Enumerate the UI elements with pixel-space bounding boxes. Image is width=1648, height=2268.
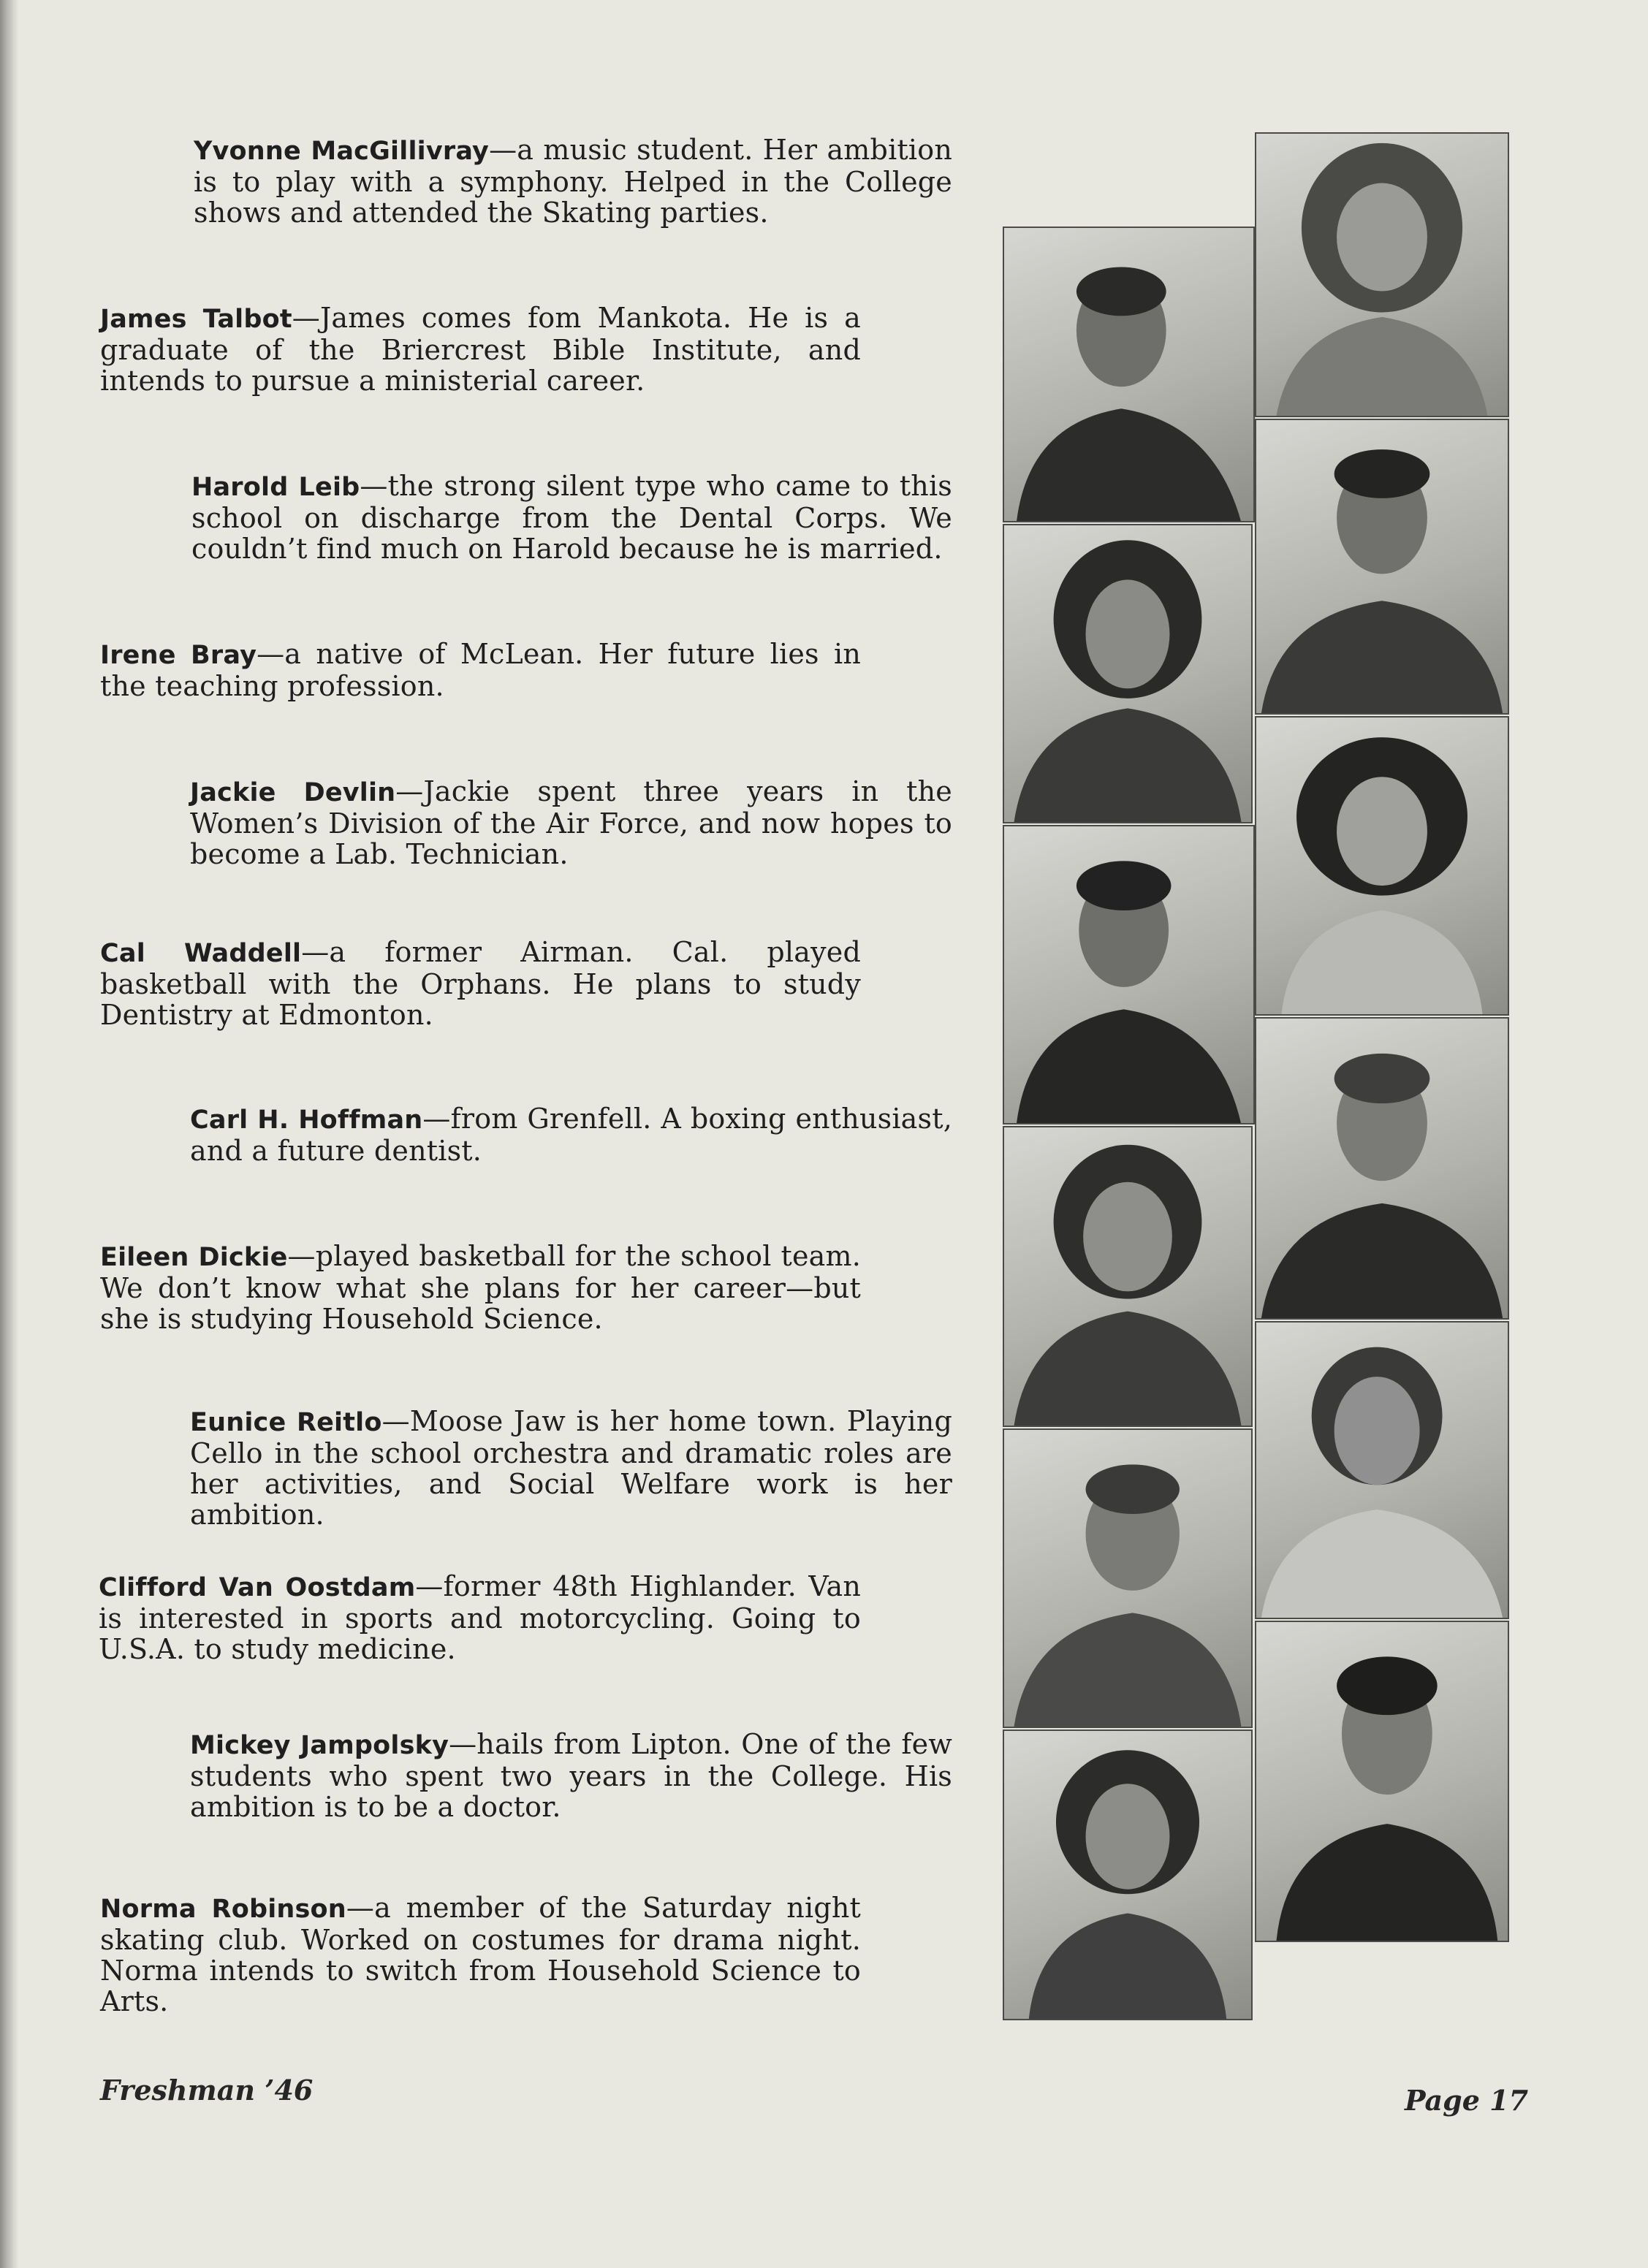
portrait-silhouette bbox=[1004, 1127, 1251, 1426]
portrait-photo bbox=[1255, 419, 1509, 715]
entry-text: —from Grenfell. A boxing enthusiast, and a future dentist. bbox=[190, 1103, 952, 1167]
entry-text: —hails from Lipton. One of the few students who spent two years in the College. His ambition is to be a doctor. bbox=[190, 1728, 952, 1823]
entry-text: —the strong silent type who came to this school on discharge from the Dental Corps. We couldn’t find much on Harold because he is married. bbox=[191, 470, 952, 565]
entry-norma-robinson bbox=[100, 1892, 861, 2017]
entry-text: —played basketball for the school team. We don’t know what she plans for her career—but she is studying Household Science. bbox=[100, 1240, 861, 1335]
portrait-silhouette bbox=[1256, 134, 1508, 416]
entry-name: Clifford Van Oostdam bbox=[99, 1573, 416, 1602]
entry-name: James Talbot bbox=[100, 305, 292, 334]
entry-text: —a former Airman. Cal. played basketball with the Orphans. He plans to study Dentistry at Edmonton. bbox=[100, 936, 861, 1031]
portrait-photo bbox=[1255, 1017, 1509, 1320]
entry-name: Harold Leib bbox=[191, 473, 360, 502]
portrait-silhouette bbox=[1256, 1622, 1508, 1941]
page-binding-shadow bbox=[0, 0, 19, 2268]
entry-james-talbot bbox=[100, 302, 861, 396]
entry-text: —a member of the Saturday night skating club. Worked on costumes for drama night. Norma intends to switch from Household Science to Arts. bbox=[100, 1892, 862, 2017]
entry-name: Eunice Reitlo bbox=[190, 1408, 382, 1437]
entry-name: Yvonne MacGillivray bbox=[194, 137, 490, 166]
portrait-silhouette bbox=[1004, 525, 1251, 822]
portrait-silhouette bbox=[1256, 1323, 1508, 1618]
entry-eunice-reitlo bbox=[190, 1406, 952, 1530]
entry-carl-h-hoffman bbox=[190, 1103, 952, 1166]
portrait-photo bbox=[1003, 1126, 1253, 1427]
portrait-photo bbox=[1003, 1428, 1253, 1728]
entry-yvonne-macgillivray bbox=[194, 134, 952, 228]
entry-text: —Moose Jaw is her home town. Playing Cello in the school orchestra and dramatic roles are her activities, and Social Welfare work is her ambition. bbox=[190, 1405, 952, 1531]
entry-name: Norma Robinson bbox=[100, 1895, 346, 1924]
entry-name: Mickey Jampolsky bbox=[190, 1731, 449, 1760]
footer-publication: Freshman ’46 bbox=[100, 2074, 314, 2107]
entry-text: —James comes fom Mankota. He is a graduate of the Briercrest Bible Institute, and intends to pursue a ministerial career. bbox=[100, 302, 862, 397]
entry-harold-leib bbox=[191, 471, 952, 564]
portrait-silhouette bbox=[1256, 1019, 1508, 1318]
entry-cal-waddell bbox=[100, 937, 861, 1030]
entry-name: Irene Bray bbox=[100, 641, 257, 670]
footer-page-number: Page 17 bbox=[1405, 2084, 1529, 2117]
portrait-photo bbox=[1003, 1729, 1253, 2020]
entry-jackie-devlin bbox=[190, 776, 952, 869]
portrait-silhouette bbox=[1004, 228, 1253, 521]
entry-clifford-van-oostdam bbox=[99, 1571, 861, 1664]
portrait-photo bbox=[1255, 1321, 1509, 1619]
portrait-photo bbox=[1003, 227, 1255, 522]
entry-eileen-dickie bbox=[100, 1241, 861, 1334]
portrait-silhouette bbox=[1256, 420, 1508, 713]
entry-text: —a music student. Her ambition is to play with a symphony. Helped in the College shows and attended the Skating parties. bbox=[194, 134, 952, 229]
entry-mickey-jampolsky bbox=[190, 1729, 952, 1822]
portrait-photo bbox=[1003, 524, 1253, 823]
entry-irene-bray bbox=[100, 639, 861, 701]
entry-name: Carl H. Hoffman bbox=[190, 1106, 423, 1135]
entry-text: —a native of McLean. Her future lies in the teaching profession. bbox=[100, 638, 862, 702]
portrait-silhouette bbox=[1256, 718, 1508, 1014]
portrait-silhouette bbox=[1004, 826, 1253, 1123]
entry-name: Cal Waddell bbox=[100, 939, 302, 968]
entry-name: Eileen Dickie bbox=[100, 1243, 288, 1272]
portrait-photo bbox=[1255, 132, 1509, 417]
portrait-photo bbox=[1003, 825, 1255, 1125]
portrait-silhouette bbox=[1004, 1731, 1251, 2019]
entry-text: —former 48th Highlander. Van is interested in sports and motorcycling. Going to U.S.A. to study medicine. bbox=[99, 1570, 861, 1665]
portrait-photo bbox=[1255, 1621, 1509, 1942]
entry-text: —Jackie spent three years in the Women’s Division of the Air Force, and now hopes to become a Lab. Technician. bbox=[190, 775, 952, 870]
portrait-photo bbox=[1255, 716, 1509, 1016]
portrait-silhouette bbox=[1004, 1430, 1251, 1727]
entry-name: Jackie Devlin bbox=[190, 778, 396, 807]
